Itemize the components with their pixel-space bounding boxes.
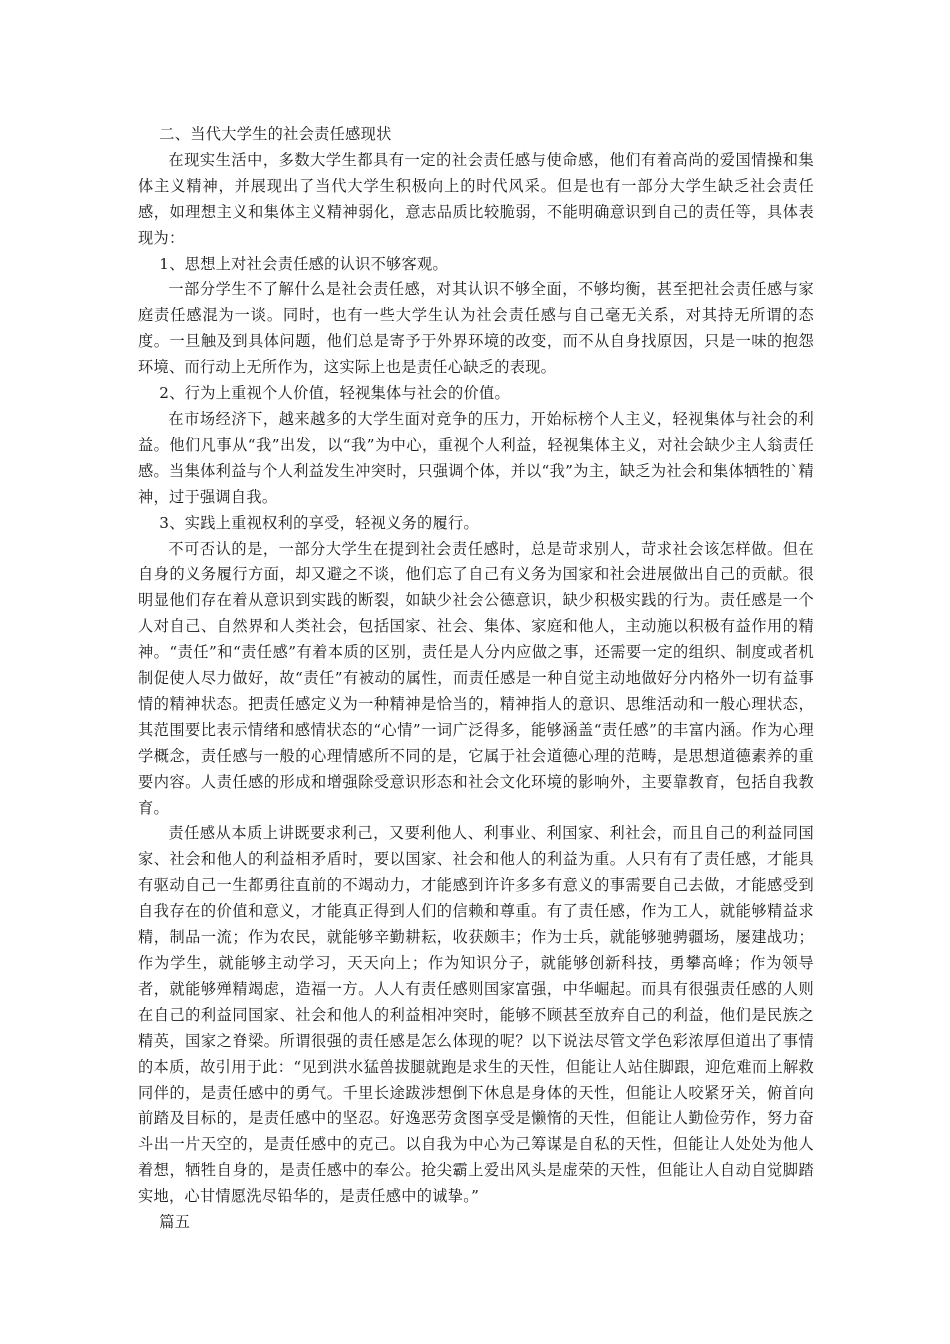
paragraph-intro: 在现实生活中，多数大学生都具有一定的社会责任感与使命感，他们有着高尚的爱国情操和集体主义精神，并展现出了当代大学生积极向上的时代风采。但是也有一部分大学生缺乏社会责任感，如理想主义和集体主义精神弱化，意志品质比较脆弱，不能明确意识到自己的责任等，具体表现为： [138,150,814,247]
list-item-3: 3、实践上重视权利的享受，轻视义务的履行。 [159,513,479,532]
next-section-label: 篇五 [159,1213,191,1232]
document-body [138,122,814,1236]
paragraph-1: 一部分学生不了解什么是社会责任感，对其认识不够全面，不够均衡，甚至把社会责任感与家庭责任感混为一谈。同时，也有一些大学生认为社会责任感与自己毫无关系，对其持无所谓的态度。一旦触及到具体问题，他们总是寄予于外界环境的改变，而不从自身找原因，只是一味的抱怨环境、而行动上无所作为，这实际上也是责任心缺乏的表现。 [138,280,814,377]
list-item-2: 2、行为上重视个人价值，轻视集体与社会的价值。 [159,384,510,403]
list-item-1: 1、思想上对社会责任感的认识不够客观。 [159,254,449,273]
section-title: 二、当代大学生的社会责任感现状 [159,125,392,143]
paragraph-2: 在市场经济下，越来越多的大学生面对竞争的压力，开始标榜个人主义，轻视集体与社会的利益。他们凡事从“我”出发，以“我”为中心，重视个人利益，轻视集体主义，对社会缺少主人翁责任感。当集体利益与个人利益发生冲突时，只强调个体，并以“我”为主，缺乏为社会和集体牺牲的`精神，过于强调自我。 [138,409,814,506]
paragraph-3: 不可否认的是，一部分大学生在提到社会责任感时，总是苛求别人，苛求社会该怎样做。但在自身的义务履行方面，却又避之不谈，他们忘了自己有义务为国家和社会进展做出自己的贡献。很明显他们存在着从意识到实践的断裂，如缺少社会公德意识，缺少积极实践的行为。责任感是一个人对自己、自然界和人类社会，包括国家、社会、集体、家庭和他人，主动施以积极有益作用的精神。“责任”和“责任感”有着本质的区别，责任是人分内应做之事，还需要一定的组织、制度或者机制促使人尽力做好，故“责任”有被动的属性，而责任感是一种自觉主动地做好分内格外一切有益事情的精神状态。把责任感定义为一种精神是恰当的，精神指人的意识、思维活动和一般心理状态，其范围要比表示情绪和感情状态的“心情”一词广泛得多，能够涵盖“责任感”的丰富内涵。作为心理学概念，责任感与一般的心理情感所不同的是，它属于社会道德心理的范畴，是思想道德素养的重要内容。人责任感的形成和增强除受意识形态和社会文化环境的影响外，主要靠教育，包括自我教育。 [138,539,814,817]
paragraph-4: 责任感从本质上讲既要求利己，又要利他人、利事业、利国家、利社会，而且自己的利益同国家、社会和他人的利益相矛盾时，要以国家、社会和他人的利益为重。人只有有了责任感，才能具有驱动自己一生都勇往直前的不竭动力，才能感到许许多多有意义的事需要自己去做，才能感受到自我存在的价值和意义，才能真正得到人们的信赖和尊重。有了责任感，作为工人，就能够精益求精，制品一流；作为农民，就能够辛勤耕耘，收获颇丰；作为士兵，就能够驰骋疆场，屡建战功；作为学生，就能够主动学习，天天向上；作为知识分子，就能够创新科技，勇攀高峰；作为领导者，就能够殚精竭虑，造福一方。人人有责任感则国家富强，中华崛起。而具有很强责任感的人则在自己的利益同国家、社会和他人的利益相冲突时，能够不顾甚至放弃自己的利益，他们是民族之精英，国家之脊梁。所谓很强的责任感是怎么体现的呢？以下说法尽管文学色彩浓厚但道出了事情的本质，故引用于此：“见到洪水猛兽拔腿就跑是求生的天性，但能让人站住脚跟，迎危难而上解救同伴的，是责任感中的勇气。千里长途跋涉想倒下休息是身体的天性，但能让人咬紧牙关，俯首向前踏及目标的，是责任感中的坚忍。好逸恶劳贪图享受是懒惰的天性，但能让人勤俭劳作，努力奋斗出一片天空的，是责任感中的克己。以自我为中心为己筹谋是自私的天性，但能让人处处为他人着想，牺牲自身的，是责任感中的奉公。抢尖霸上爱出风头是虚荣的天性，但能让人自动自觉脚踏实地，心甘情愿洗尽铅华的，是责任感中的诚挚。” [138,824,814,1206]
